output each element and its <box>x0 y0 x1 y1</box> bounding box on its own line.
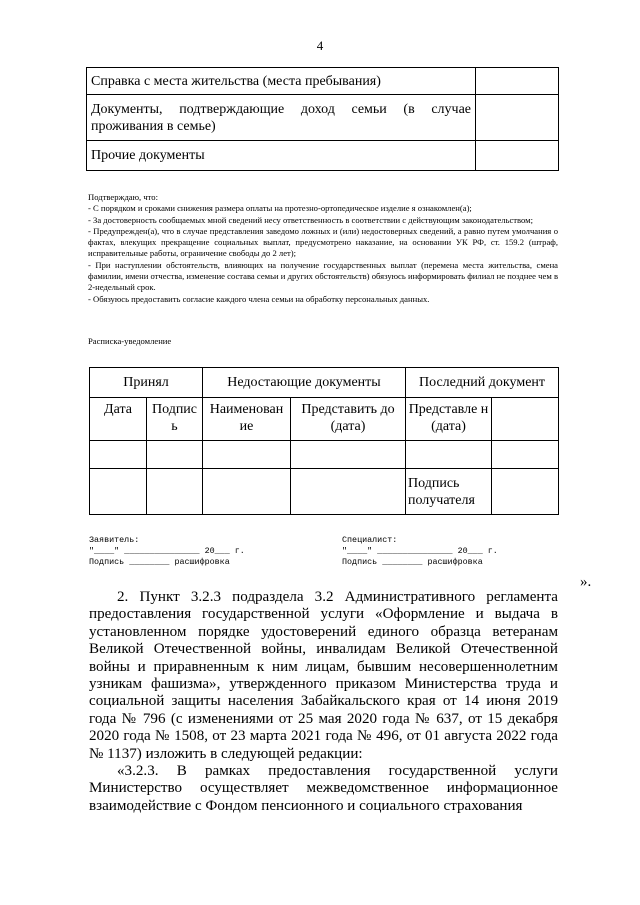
table-cell <box>476 141 559 171</box>
table-cell <box>90 441 147 469</box>
group-header-last-document: Последний документ <box>406 368 559 398</box>
table-cell <box>476 95 559 141</box>
table-row <box>87 141 559 171</box>
page-number: 4 <box>316 38 324 53</box>
table-row <box>90 441 559 469</box>
table-cell <box>203 469 291 515</box>
table-cell <box>147 469 203 515</box>
confirmation-heading: Подтверждаю, что: <box>88 192 158 202</box>
table-cell <box>203 441 291 469</box>
confirmation-item: - С порядком и сроками снижения размера оплаты на протезно-ортопедическое изделие я ознакомлен(а); <box>88 203 472 214</box>
table-row <box>90 398 559 441</box>
column-header: Подпис ь <box>147 398 203 441</box>
table-cell <box>476 68 559 95</box>
confirmation-block <box>88 192 558 305</box>
documents-table <box>86 67 559 171</box>
confirmation-item: - При наступлении обстоятельств, влияющих на получение государственных выплат (перемена места жительства, смена фамилии, имени отчества, изменение состава семьи и других обстоятельств) обязуюсь информировать филиал не позднее чем в 2-недельный срок. <box>88 259 558 293</box>
table-row <box>87 68 559 95</box>
column-header: Представле н (дата) <box>406 398 492 441</box>
paragraph: «3.2.3. В рамках предоставления государственной услуги Министерство осуществляет межведомственное информационное взаимодействие с Фондом пенсионного и социального страхования <box>89 763 558 814</box>
receipt-table <box>89 367 559 515</box>
group-header-missing-documents: Недостающие документы <box>203 368 406 398</box>
main-paragraph <box>89 589 558 763</box>
group-header-accepted: Принял <box>90 368 203 398</box>
table-cell <box>90 469 147 515</box>
table-cell: Прочие документы <box>87 141 476 171</box>
closing-quote: ». <box>580 574 592 590</box>
main-paragraph <box>89 763 558 815</box>
table-cell <box>492 398 559 441</box>
table-cell: Документы, подтверждающие доход семьи (в случае проживания в семье) <box>87 95 476 141</box>
table-cell <box>406 441 492 469</box>
paragraph: 2. Пункт 3.2.3 подраздела 3.2 Административного регламента предоставления государственной услуги «Оформление и выдача в установленном порядке удостоверений единого образца ветеранам Великой Отечественной войны, инвалидам Великой Отечественной войны и приравненным к ним лицам, бывшим несовершеннолетним узникам фашизма», утвержденного приказом Министерства труда и социальной защиты населения Забайкальского края от 14 июня 2019 года № 796 (с изменениями от 25 мая 2020 года № 637, от 15 декабря 2020 года № 1508, от 23 марта 2021 года № 496, от 01 августа 2022 года № 1137) изложить в следующей редакции: <box>89 589 558 762</box>
table-row <box>87 95 559 141</box>
table-cell <box>492 441 559 469</box>
table-cell <box>492 469 559 515</box>
signature-cell: Подпись получателя <box>406 469 492 515</box>
confirmation-item: - Обязуюсь предоставить согласие каждого члена семьи на обработку персональных данных. <box>88 293 430 304</box>
table-cell <box>147 441 203 469</box>
table-cell <box>291 469 406 515</box>
column-header: Представить до (дата) <box>291 398 406 441</box>
column-header: Дата <box>90 398 147 441</box>
table-row <box>90 469 559 515</box>
confirmation-item: - Предупрежден(а), что в случае представления заведомо ложных и (или) недостоверных сведений, а равно путем умолчания о фактах, влекущих прекращение социальных выплат, предусмотрено наказание, на основании УК РФ, ст. 159.2 (штраф, исправительные работы, ограничение свободы до 2 лет); <box>88 225 558 259</box>
table-cell <box>291 441 406 469</box>
table-row <box>90 368 559 398</box>
applicant-signature: Заявитель: "____" _______________ 20___ г. Подпись ________ расшифровка <box>89 535 245 567</box>
column-header: Наименован ие <box>203 398 291 441</box>
receipt-title: Расписка-уведомление <box>88 336 172 346</box>
confirmation-item: - За достоверность сообщаемых мной сведений несу ответственность в соответствии с действующим законодательством; <box>88 214 534 225</box>
table-cell: Справка с места жительства (места пребывания) <box>87 68 476 95</box>
specialist-signature: Специалист: "____" _______________ 20___ г. Подпись ________ расшифровка <box>342 535 498 567</box>
